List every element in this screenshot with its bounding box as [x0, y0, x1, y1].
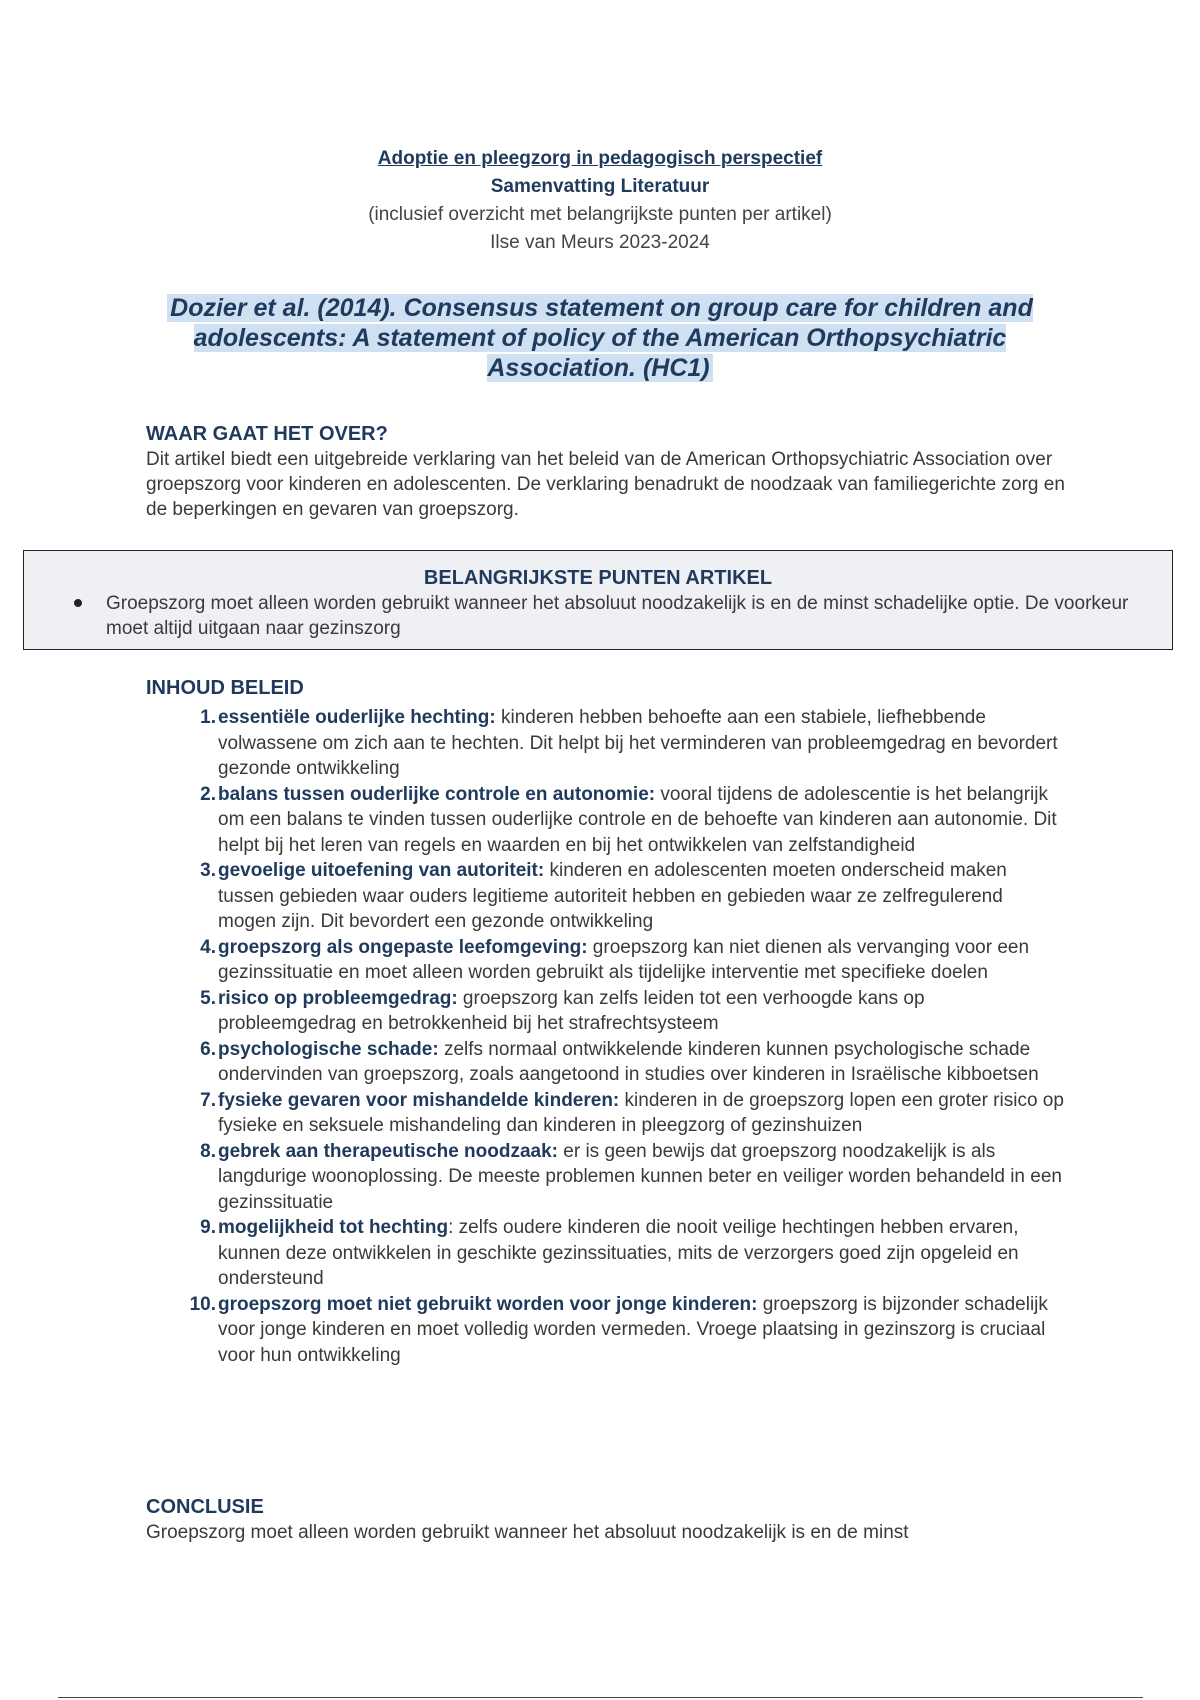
- policy-item-term: groepszorg moet niet gebruikt worden voor jonge kinderen:: [218, 1293, 758, 1315]
- policy-item-number: 5.: [200, 987, 216, 1009]
- document-header: [0, 145, 1200, 257]
- policy-item-text: kinderen hebben behoefte aan een stabiele, liefhebbende volwassene om zich aan te hechten. Dit helpt bij het verminderen van probleemgedrag en bevordert gezonde ontwikkeling: [218, 707, 1058, 779]
- policy-item-term: psychologische schade:: [218, 1038, 439, 1060]
- policy-item-text: groepszorg kan zelfs leiden tot een verhoogde kans op probleemgedrag en betrokkenheid bij het strafrechtsysteem: [218, 987, 925, 1034]
- policy-item-number: 10.: [189, 1293, 216, 1315]
- policy-item-text: er is geen bewijs dat groepszorg noodzakelijk is als langdurige woonoplossing. De meeste problemen kunnen beter en veiliger worden behandeld in een gezinssituatie: [218, 1140, 1062, 1213]
- policy-item: [146, 1215, 1066, 1292]
- policy-item-number: 8.: [200, 1140, 216, 1162]
- policy-item-number: 2.: [200, 783, 216, 805]
- policy-item-term: fysieke gevaren voor mishandelde kinderen:: [218, 1089, 620, 1111]
- policy-item: [146, 1139, 1066, 1216]
- policy-item-number: 1.: [200, 707, 216, 728]
- policy-item-term: risico op probleemgedrag:: [218, 987, 458, 1009]
- key-points-box: [23, 550, 1173, 650]
- key-points-heading: BELANGRIJKSTE PUNTEN ARTIKEL: [423, 567, 773, 589]
- document-note: (inclusief overzicht met belangrijkste punten per artikel): [368, 204, 832, 225]
- document-subtitle: Samenvatting Literatuur: [490, 176, 710, 197]
- policy-list: [146, 705, 1066, 1368]
- policy-item-text: : zelfs oudere kinderen die nooit veilige hechtingen hebben ervaren, kunnen deze ontwikkelen in geschikte gezinssituaties, mits de verzorgers goed zijn opgeleid en ondersteund: [218, 1217, 1019, 1289]
- policy-item-term: gevoelige uitoefening van autoriteit:: [218, 860, 545, 881]
- policy-item-number: 7.: [200, 1089, 216, 1111]
- policy-item-term: balans tussen ouderlijke controle en autonomie:: [218, 783, 656, 805]
- article-title-text: Dozier et al. (2014). Consensus statement on group care for children and adolescents: A statement of policy of the American Orthopsychiatric Association. (HC1): [167, 294, 1033, 382]
- policy-item-text: kinderen in de groepszorg lopen een groter risico op fysieke en seksuele mishandeling dan kinderen in pleegzorg of gezinshuizen: [218, 1089, 1064, 1136]
- about-text: Dit artikel biedt een uitgebreide verklaring van het beleid van de American Orthopsychiatric Association over groepszorg voor kinderen en adolescenten. De verklaring benadrukt de noodzaak van familiegerichte zorg en de beperkingen en gevaren van groepszorg.: [146, 449, 1065, 520]
- page-divider: [58, 1697, 1143, 1698]
- document-author: Ilse van Meurs 2023-2024: [490, 232, 710, 253]
- policy-item-text: groepszorg is bijzonder schadelijk voor jonge kinderen en moet volledig worden vermeden. Vroege plaatsing in gezinszorg is cruciaal voor hun ontwikkeling: [218, 1293, 1048, 1366]
- policy-item: [146, 858, 1066, 935]
- policy-item-term: essentiële ouderlijke hechting:: [218, 707, 496, 728]
- policy-item: [146, 986, 1066, 1037]
- conclusion-text: Groepszorg moet alleen worden gebruikt wanneer het absoluut noodzakelijk is en de minst: [146, 1522, 909, 1543]
- policy-item-term: groepszorg als ongepaste leefomgeving:: [218, 936, 588, 958]
- bullet-icon: [74, 599, 82, 607]
- policy-item-number: 9.: [200, 1217, 216, 1238]
- about-section: [146, 422, 1066, 522]
- article-title: [120, 293, 1080, 383]
- policy-item-text: groepszorg kan niet dienen als vervanging voor een gezinssituatie en moet alleen worden gebruikt als tijdelijke interventie met specifieke doelen: [218, 936, 1030, 983]
- policy-item: [146, 935, 1066, 986]
- policy-item-number: 6.: [200, 1038, 216, 1060]
- key-point-text: Groepszorg moet alleen worden gebruikt wanneer het absoluut noodzakelijk is en de minst schadelijke optie. De voorkeur moet altijd uitgaan naar gezinszorg: [106, 593, 1129, 639]
- policy-item: [146, 705, 1066, 782]
- policy-item: [146, 782, 1066, 859]
- conclusion-heading: CONCLUSIE: [146, 1496, 264, 1518]
- policy-item-text: zelfs normaal ontwikkelende kinderen kunnen psychologische schade ondervinden van groepszorg, zoals aangetoond in studies over kinderen in Israëlische kibboetsen: [218, 1038, 1039, 1085]
- policy-item-number: 4.: [200, 936, 216, 958]
- policy-item: [146, 1088, 1066, 1139]
- conclusion-section: [146, 1495, 1066, 1545]
- policy-item-term: mogelijkheid tot hechting: [218, 1217, 449, 1238]
- policy-item: [146, 1037, 1066, 1088]
- document-title: Adoptie en pleegzorg in pedagogisch perspectief: [377, 148, 823, 169]
- policy-item-text: vooral tijdens de adolescentie is het belangrijk om een balans te vinden tussen ouderlijke controle en de behoefte van kinderen aan autonomie. Dit helpt bij het leren van regels en waarden en bij het ontwikkelen van zelfstandigheid: [218, 783, 1057, 856]
- key-points-list: [24, 591, 1172, 641]
- policy-item-number: 3.: [200, 860, 216, 881]
- policy-item-text: kinderen en adolescenten moeten onderscheid maken tussen gebieden waar ouders legitieme autoriteit hebben en gebieden waar ze zelfregulerend mogen zijn. Dit bevordert een gezonde ontwikkeling: [218, 860, 1007, 932]
- policy-item: [146, 1292, 1066, 1369]
- key-point-item: [24, 591, 1172, 641]
- policy-item-term: gebrek aan therapeutische noodzaak:: [218, 1140, 558, 1162]
- policy-section: [146, 676, 1066, 1368]
- policy-heading: INHOUD BELEID: [146, 677, 304, 699]
- about-heading: WAAR GAAT HET OVER?: [146, 423, 388, 445]
